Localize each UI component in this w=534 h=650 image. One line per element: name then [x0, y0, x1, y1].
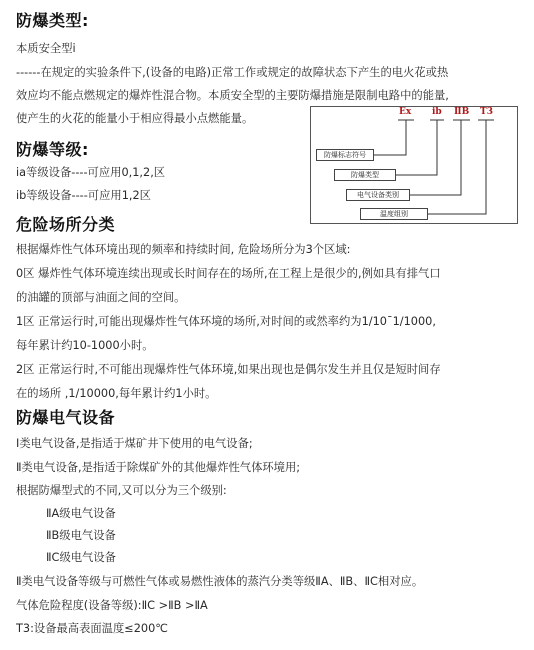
heading-protection-level: 防爆等级:: [16, 140, 89, 159]
code-ib: ib: [432, 107, 442, 117]
label-ex-symbol: 防爆标志符号: [316, 149, 374, 161]
text-intrinsic-safety-desc-3: 使产生的火花的能量小于相应得最小点燃能量。: [16, 112, 254, 125]
heading-hazardous-area-classification: 危险场所分类: [16, 215, 116, 234]
label-equipment-group: 电气设备类别: [346, 189, 410, 201]
text-intrinsic-safety-desc-1: ------在规定的实验条件下,(设备的电路)正常工作或规定的故障状态下产生的电火花或热: [16, 66, 449, 79]
text-group-ii: Ⅱ类电气设备,是指适于除煤矿外的其他爆炸性气体环境用;: [16, 461, 301, 474]
text-group-iib: ⅡB级电气设备: [46, 529, 116, 542]
text-t3-max-temp: T3:设备最高表面温度≤200℃: [16, 622, 168, 635]
text-zone0-desc-2: 的油罐的顶部与油面之间的空间。: [16, 291, 186, 304]
text-gas-hazard-order: 气体危险程度(设备等级):ⅡC >ⅡB >ⅡA: [16, 599, 208, 612]
text-ib-level: ib等级设备----可应用1,2区: [16, 189, 151, 202]
label-protection-type: 防爆类型: [334, 169, 396, 181]
text-ia-level: ia等级设备----可应用0,1,2,区: [16, 166, 166, 179]
text-group-i: I类电气设备,是指适于煤矿井下使用的电气设备;: [16, 437, 253, 450]
text-group-iic: ⅡC级电气设备: [46, 551, 116, 564]
text-three-levels-intro: 根据防爆型式的不同,又可以分为三个级别:: [16, 484, 227, 497]
text-group-iia: ⅡA级电气设备: [46, 507, 116, 520]
text-zone2-desc-2: 在的场所 ,1/10000,每年累计约1小时。: [16, 387, 217, 400]
text-area-intro: 根据爆炸性气体环境出现的频率和持续时间, 危险场所分为3个区域:: [16, 243, 351, 256]
label-temperature-class: 温度组别: [360, 208, 428, 220]
ex-marking-diagram: [310, 106, 518, 224]
code-t3: T3: [480, 107, 493, 117]
code-ex: Ex: [399, 107, 412, 117]
text-zone0-desc-1: 0区 爆炸性气体环境连续出现或长时间存在的场所,在工程上是很少的,例如具有排气口: [16, 267, 441, 280]
heading-explosion-proof-equipment: 防爆电气设备: [16, 408, 116, 427]
text-intrinsic-safety-type: 本质安全型i: [16, 42, 76, 55]
text-zone1-desc-2: 每年累计约10-1000小时。: [16, 339, 154, 352]
code-iib: ⅡB: [454, 107, 470, 117]
text-zone1-desc-1: 1区 正常运行时,可能出现爆炸性气体环境的场所,对时间的或然率约为1/10ˉ1/1000,: [16, 315, 436, 328]
text-group-correspondence: Ⅱ类电气设备等级与可燃性气体或易燃性液体的蒸汽分类等级ⅡA、ⅡB、ⅡC相对应。: [16, 575, 424, 588]
text-intrinsic-safety-desc-2: 效应均不能点燃规定的爆炸性混合物。本质安全型的主要防爆措施是限制电路中的能量,: [16, 89, 449, 102]
heading-explosion-proof-type: 防爆类型:: [16, 11, 89, 30]
text-zone2-desc-1: 2区 正常运行时,不可能出现爆炸性气体环境,如果出现也是偶尔发生并且仅是短时间存: [16, 363, 441, 376]
diagram-frame: [310, 106, 518, 224]
